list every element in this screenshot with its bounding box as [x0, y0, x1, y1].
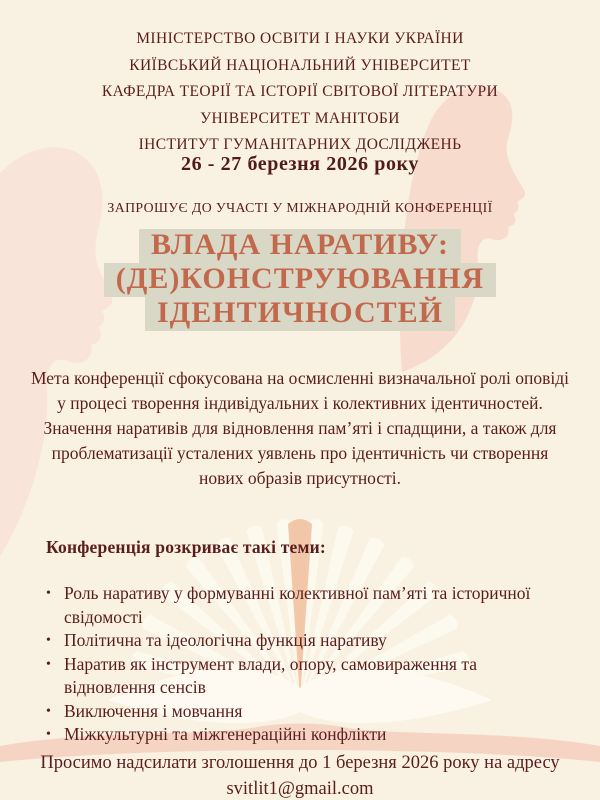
organizer-line: УНІВЕРСИТЕТ МАНІТОБИ [200, 109, 400, 127]
topics-section [46, 537, 562, 747]
list-item-text: Роль наративу у формуванні колективної пам’яті та історичної свідомості [64, 583, 531, 627]
list-item-text: Політична та ідеологічна функція наративу [64, 630, 387, 650]
list-item [46, 700, 562, 724]
conference-title [0, 226, 600, 328]
bullet-icon: • [46, 656, 51, 672]
submission-note [30, 750, 570, 800]
organizer-line: МІНІСТЕРСТВО ОСВІТИ І НАУКИ УКРАЇНИ [136, 30, 464, 47]
list-item-text: Міжкультурні та міжгенераційні конфлікти [64, 724, 387, 744]
organizer-line: КАФЕДРА ТЕОРІЇ ТА ІСТОРІЇ СВІТОВОЇ ЛІТЕРАТУРИ [101, 83, 499, 100]
bullet-icon: • [46, 727, 51, 742]
bullet-icon: • [46, 586, 51, 601]
organizer-line: КИЇВСЬКИЙ НАЦІОНАЛЬНИЙ УНІВЕРСИТЕТ [129, 56, 471, 74]
organizer-line: ІНСТИТУТ ГУМАНІТАРНИХ ДОСЛІДЖЕНЬ [138, 136, 462, 153]
title-line: (ДЕ)КОНСТРУЮВАННЯ [104, 263, 496, 297]
list-item [46, 629, 562, 653]
title-line-wrap [0, 294, 600, 328]
submission-text: Просимо надсилати зголошення до 1 березня 2026 року на адресу [40, 753, 560, 773]
list-item-text: Виключення і мовчання [64, 700, 243, 721]
title-line: ВЛАДА НАРАТИВУ: [139, 229, 461, 263]
list-item-text: Наратив як інструмент влади, опору, самовираження та відновлення сенсів [64, 653, 477, 697]
bullet-icon: • [46, 703, 51, 719]
title-line-wrap [0, 226, 600, 260]
list-item [46, 653, 562, 700]
organizers-block [0, 26, 600, 159]
list-item [46, 582, 562, 629]
bullet-icon: • [46, 633, 51, 648]
list-item [46, 723, 562, 747]
invitation-line: ЗАПРОШУЄ ДО УЧАСТІ У МІЖНАРОДНІЙ КОНФЕРЕНЦІЇ [107, 200, 493, 215]
topics-list [46, 582, 562, 747]
title-line: ІДЕНТИЧНОСТЕЙ [145, 297, 455, 331]
title-line-wrap [0, 260, 600, 294]
conference-dates: 26 - 27 березня 2026 року [180, 153, 420, 175]
contact-email: svitlit1@gmail.com [226, 779, 374, 799]
conference-abstract: Мета конференції сфокусована на осмисленні визначальної ролі оповіді у процесі творення індивідуальних і колективних ідентичностей. Значення наративів для відновлення пам’яті і спадщини, а також для проблематизації усталених уявлень про ідентичність чи створення нових образів присутності. [30, 368, 570, 488]
topics-heading: Конференція розкриває такі теми: [46, 537, 326, 557]
